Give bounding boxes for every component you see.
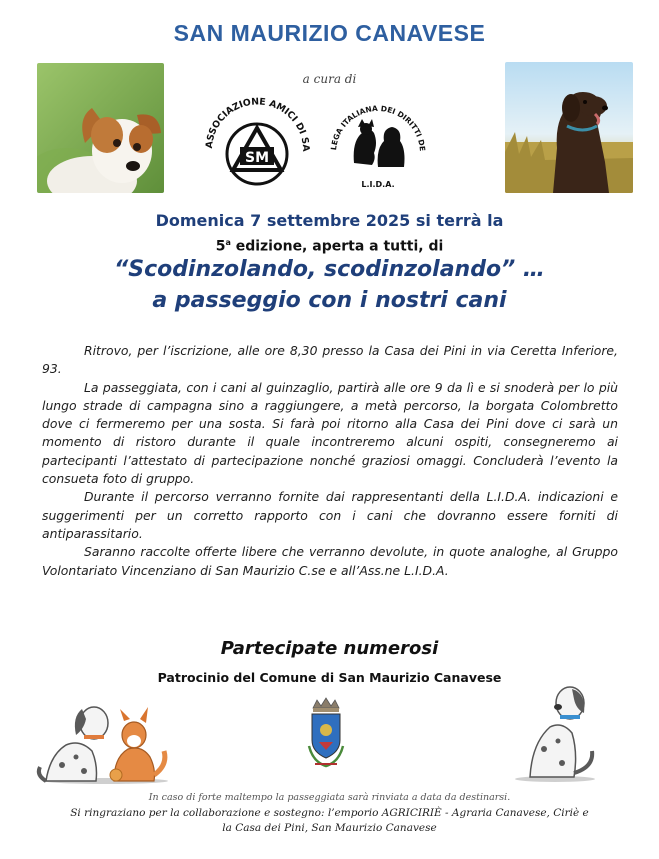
curated-by-label: a cura di (302, 72, 357, 86)
lida-logo-text: LEGA ITALIANA DEI DIRITTI DE (329, 103, 428, 152)
event-description (42, 342, 618, 580)
labrador-photo (505, 62, 633, 193)
page-title: SAN MAURIZIO CANAVESE (173, 20, 486, 46)
lida-logo-acronym: L.I.D.A. (361, 180, 395, 189)
event-headline-2: a passeggio con i nostri cani (152, 288, 507, 313)
edition-rest: edizione, aperta a tutti, di (230, 238, 444, 255)
call-to-participate: Partecipate numerosi (220, 638, 439, 659)
thanks-line-2: la Casa dei Pini, San Maurizio Canavese (222, 822, 437, 834)
paragraph-walk: La passeggiata, con i cani al guinzaglio, partirà alle ore 9 da lì e si snoderà per lo più lungo strade di campagna sino a raggiungere, a metà percorso, la borgata Colombretto dove ci fermeremo per una sosta. Si farà poi ritorno alla Casa dei Pini dove ci sarà un momento di ristoro durante il quale incontreremo alcuni ospiti, consegneremo ai partecipanti l’attestato di partecipazione nonché graziosi omaggi. Concluderà l’evento la consueta foto di gruppo. (42, 379, 618, 487)
paragraph-meeting: Ritrovo, per l’iscrizione, alle ore 8,30 presso la Casa dei Pini in via Ceretta Inferiore, 93. (42, 343, 618, 377)
event-dateline: Domenica 7 settembre 2025 si terrà la (155, 211, 504, 230)
event-headline-1: “Scodinzolando, scodinzolando” … (114, 257, 545, 282)
amici-logo-monogram: SM (244, 150, 270, 166)
patronage-line: Patrocinio del Comune di San Maurizio Canavese (157, 670, 502, 685)
svg-text:LEGA ITALIANA DEI DIRITTI DELL (328, 89, 427, 152)
paragraph-lida: Durante il percorso verranno fornite dai rappresentanti della L.I.D.A. indicazioni e suggerimenti per un corretto rapporto con i cani che dovranno essere forniti di antiparassitario. (42, 489, 618, 541)
cartoon-dogs-left (36, 695, 176, 785)
svg-text:ASSOCIAZIONE AMICI DI SAN MAUR (200, 92, 311, 153)
amici-san-maurizio-logo (200, 92, 315, 197)
cartoon-dog-right (510, 683, 600, 783)
paragraph-donations: Saranno raccolte offerte libere che verranno devolute, in quote analoghe, al Gruppo Volontariato Vincenziano di San Maurizio C.se e all’Ass.ne L.I.D.A. (42, 544, 618, 578)
event-edition (0, 238, 659, 255)
edition-superscript: a (225, 238, 231, 247)
weather-notice: In caso di forte maltempo la passeggiata sarà rinviata a data da destinarsi. (148, 792, 511, 803)
edition-number: 5 (215, 238, 226, 255)
thanks-line-1: Si ringraziano per la collaborazione e sostegno: l’emporio AGRICIRIÈ - Agraria Canavese, Ciriè e (70, 807, 589, 819)
lida-logo (328, 89, 428, 195)
coat-of-arms-icon (305, 696, 347, 770)
amici-logo-text: ASSOCIAZIONE AMICI DI SA (203, 96, 312, 152)
